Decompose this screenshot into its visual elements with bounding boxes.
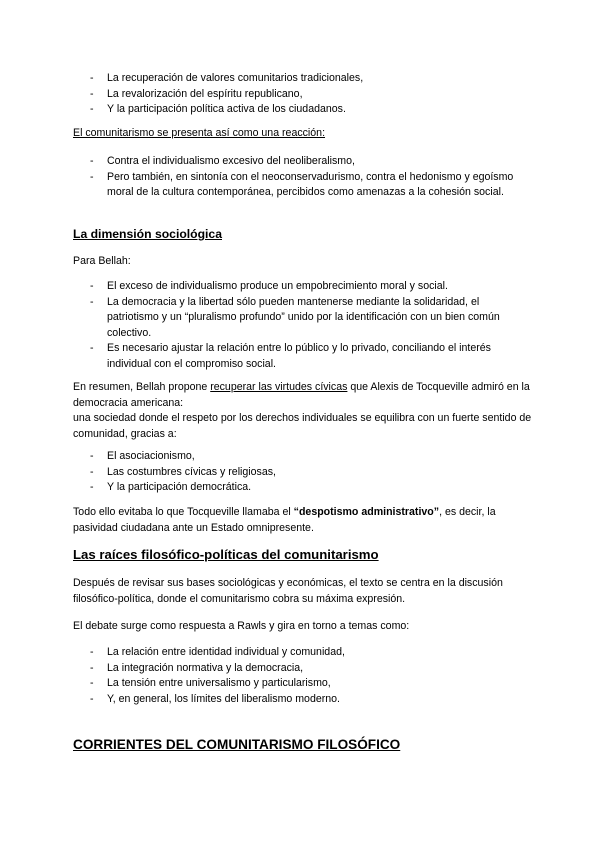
despotismo-text: , es decir, la pasividad ciudadana ante un Estado omnipresente. xyxy=(73,506,496,534)
list-reaccion xyxy=(73,154,533,201)
para-debate: El debate surge como respuesta a Rawls y gira en torno a temas como: xyxy=(73,620,410,632)
para-despues: Después de revisar sus bases sociológicas y económicas, el texto se centra en la discusión filosófico-política, donde el comunitarismo cobra su máxima expresión. xyxy=(73,577,503,605)
list-tocqueville xyxy=(73,449,533,496)
list-item: - La revalorización del espíritu republicano, xyxy=(73,87,533,103)
list-item: - Y la participación democrática. xyxy=(73,480,533,496)
list-item: - Es necesario ajustar la relación entre lo público y lo privado, conciliando el interés individual con el compromiso social. xyxy=(73,341,533,372)
resumen-text: En resumen, Bellah propone xyxy=(73,381,211,393)
virtudes-civicas-link: recuperar las virtudes cívicas xyxy=(210,381,348,393)
list-valores xyxy=(73,71,533,118)
list-item: - Contra el individualismo excesivo del neoliberalismo, xyxy=(73,154,533,170)
list-item: - Y, en general, los límites del liberalismo moderno. xyxy=(73,692,533,708)
despotismo-bold: “despotismo administrativo” xyxy=(293,506,440,518)
list-item: - Y la participación política activa de los ciudadanos. xyxy=(73,102,533,118)
reaction-intro: El comunitarismo se presenta así como una reacción: xyxy=(73,127,326,139)
resumen-text: una sociedad donde el respeto por los derechos individuales se equilibra con un fuerte sentido de comunidad, gracias a: xyxy=(73,412,532,440)
heading-corrientes: CORRIENTES DEL COMUNITARISMO FILOSÓFICO xyxy=(73,737,401,752)
list-item: - La relación entre identidad individual y comunidad, xyxy=(73,645,533,661)
list-item: - Las costumbres cívicas y religiosas, xyxy=(73,465,533,481)
heading-raices: Las raíces filosófico-políticas del comunitarismo xyxy=(73,547,379,562)
despotismo-text: Todo ello evitaba lo que Tocqueville llamaba el xyxy=(73,506,294,518)
list-item: - El asociacionismo, xyxy=(73,449,533,465)
list-item: - La recuperación de valores comunitarios tradicionales, xyxy=(73,71,533,87)
list-item: - La democracia y la libertad sólo pueden mantenerse mediante la solidaridad, el patriotismo y un “pluralismo profundo” unido por la identificación con un bien común colectivo. xyxy=(73,295,533,342)
heading-dimension-sociologica: La dimensión sociológica xyxy=(73,227,222,241)
list-temas xyxy=(73,645,533,707)
list-item: - La tensión entre universalismo y particularismo, xyxy=(73,676,533,692)
resumen-text: que Alexis de Tocqueville admiró en la democracia americana: xyxy=(73,381,530,409)
para-bellah: Para Bellah: xyxy=(73,255,131,267)
list-item: - Pero también, en sintonía con el neoconservadurismo, contra el hedonismo y egoísmo moral de la cultura contemporánea, percibidos como amenazas a la cohesión social. xyxy=(73,170,533,201)
list-item: - La integración normativa y la democracia, xyxy=(73,661,533,677)
list-item: - El exceso de individualismo produce un empobrecimiento moral y social. xyxy=(73,279,533,295)
list-bellah xyxy=(73,279,533,373)
para-despotismo xyxy=(73,505,533,536)
para-resumen xyxy=(73,380,533,442)
